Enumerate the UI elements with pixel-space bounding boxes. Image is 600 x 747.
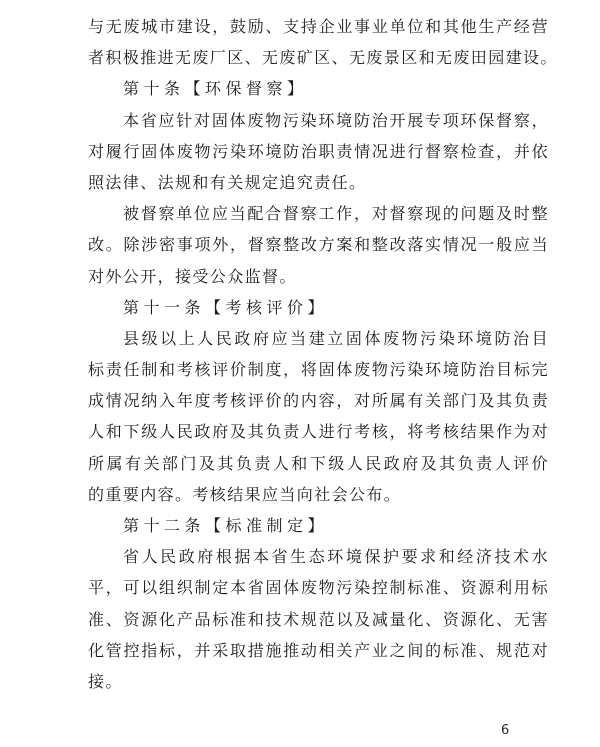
text-line: 所属有关部门及其负责人和下级人民政府及其负责人评价 (88, 455, 549, 473)
text-line: 人和下级人民政府及其负责人进行考核，将考核结果作为对 (88, 424, 549, 442)
text-line: 平，可以组织制定本省固体废物污染控制标准、资源利用标 (88, 580, 549, 598)
text-line: 与无废城市建设，鼓励、支持企业事业单位和其他生产经营 (88, 19, 549, 36)
text-line: 接。 (88, 673, 123, 691)
text-line: 对外公开，接受公众监督。 (88, 268, 297, 286)
text-line: 标责任制和考核评价制度，将固体废物污染环境防治目标完 (88, 362, 549, 380)
text-line: 县级以上人民政府应当建立固体废物污染环境防治目 (123, 330, 549, 348)
text-line: 准、资源化产品标准和技术规范以及减量化、资源化、无害 (88, 611, 549, 629)
text-line: 者积极推进无废厂区、无废矿区、无废景区和无废田园建设。 (88, 50, 558, 68)
article-heading-line: 第十二条【标准制定】 (123, 518, 329, 535)
document-body (88, 12, 558, 698)
text-line: 成情况纳入年度考核评价的内容，对所属有关部门及其负责 (88, 393, 549, 411)
text-line: 改。除涉密事项外，督察整改方案和整改落实情况一般应当 (88, 237, 549, 255)
article-heading-line: 第十一条【考核评价】 (123, 299, 329, 317)
text-line: 照法律、法规和有关规定追究责任。 (88, 174, 367, 192)
text-line: 被督察单位应当配合督察工作，对督察现的问题及时整 (123, 206, 549, 224)
text-line: 本省应针对固体废物污染环境防治开展专项环保督察， (123, 112, 549, 130)
article-heading-line: 第十条【环保督察】 (123, 81, 308, 99)
text-line: 省人民政府根据本省生态环境保护要求和经济技术水 (123, 549, 549, 567)
page-number: 6 (501, 723, 510, 738)
text-line: 化管控指标，并采取措施推动相关产业之间的标准、规范对 (88, 642, 549, 660)
text-line: 对履行固体废物污染环境防治职责情况进行督察检查，并依 (88, 143, 549, 161)
text-line: 的重要内容。考核结果应当向社会公布。 (88, 486, 402, 504)
